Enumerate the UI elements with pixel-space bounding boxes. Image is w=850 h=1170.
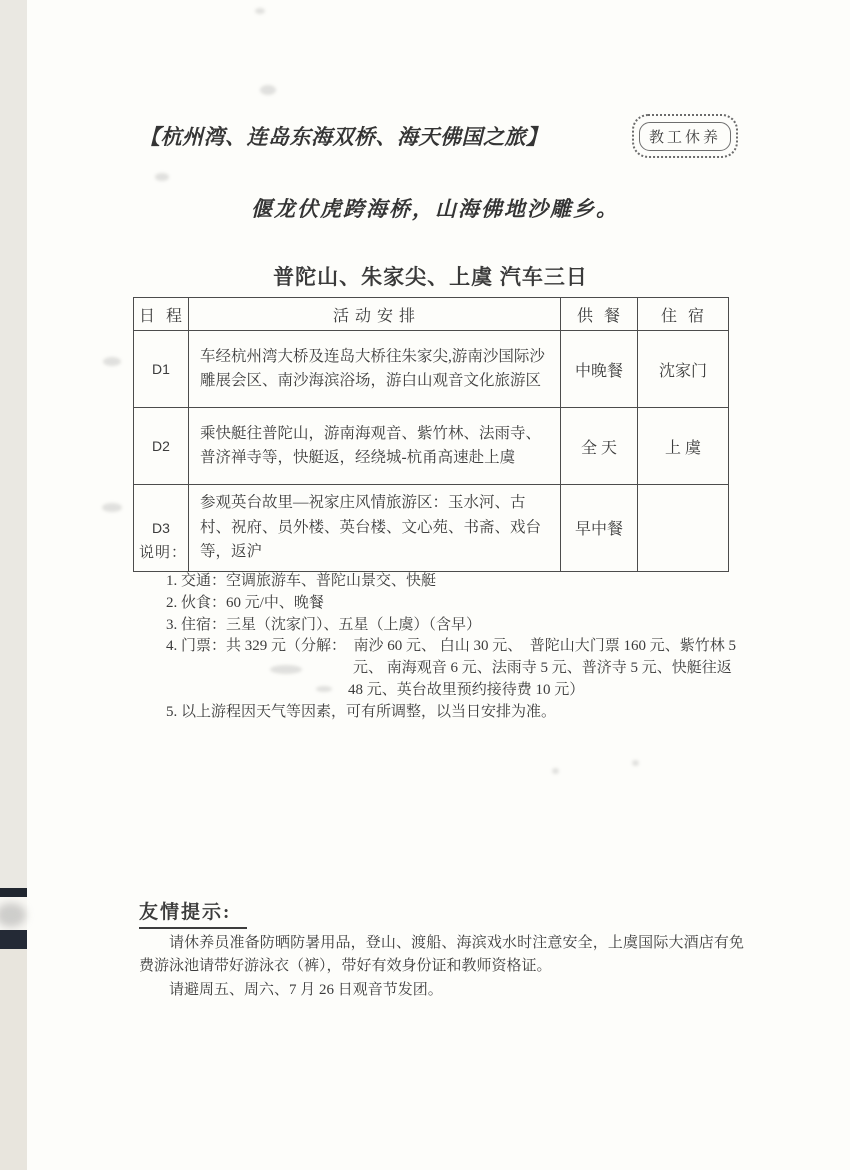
scan-speck xyxy=(255,8,265,14)
activities-cell: 参观英台故里—祝家庄风情旅游区：玉水河、古村、祝府、员外楼、英台楼、文心苑、书斋、戏台等，返沪 xyxy=(189,485,561,572)
tips-paragraph-schedule: 请避周五、周六、7 月 26 日观音节发团。 xyxy=(169,982,443,998)
column-header-lodging: 住 宿 xyxy=(638,298,729,331)
note-item-transport: 1. 交通：空调旅游车、普陀山景交、快艇 xyxy=(166,573,437,589)
tips-heading xyxy=(139,897,247,929)
note-item-tickets-cont: 48 元、英台故里预约接待费 10 元） xyxy=(348,681,585,698)
scan-speck xyxy=(260,85,276,95)
lodging-cell xyxy=(638,485,729,572)
scan-speck xyxy=(632,760,639,766)
scan-speck xyxy=(102,503,122,512)
note-item-meals: 2. 伙食：60 元/中、晚餐 xyxy=(166,594,324,611)
notes-heading: 说明： xyxy=(139,545,188,561)
badge-label: 教工休养 xyxy=(639,122,731,151)
table-header-row xyxy=(134,298,729,331)
note-item-lodging: 3. 住宿：三星（沈家门）、五星（上虞）（含早） xyxy=(166,616,482,633)
activities-cell: 车经杭州湾大桥及连岛大桥往朱家尖,游南沙国际沙雕展会区、南沙海滨浴场，游白山观音文化旅游区 xyxy=(189,331,561,408)
note-item-weather: 5. 以上游程因天气等因素，可有所调整，以当日安排为准。 xyxy=(166,703,557,720)
note-item-tickets: 4. 门票：共 329 元（分解： 南沙 60 元、 白山 30 元、 普陀山大门票 160 元、紫竹林 5 xyxy=(166,638,737,655)
tour-title: 普陀山、朱家尖、上虞 汽车三日 xyxy=(273,266,588,289)
column-header-day: 日 程 xyxy=(134,298,189,331)
document-title: 【杭州湾、连岛东海双桥、海天佛国之旅】 xyxy=(139,125,548,149)
meals-cell: 中晚餐 xyxy=(561,331,638,408)
table-row-d1 xyxy=(134,331,729,408)
meals-cell: 全 天 xyxy=(561,408,638,485)
tips-body xyxy=(139,932,744,1002)
binder-mark-bottom xyxy=(0,930,27,949)
table-row-d3 xyxy=(134,485,729,572)
lodging-cell: 上 虞 xyxy=(638,408,729,485)
activities-cell: 乘快艇往普陀山，游南海观音、紫竹林、法雨寺、普济禅寺等，快艇返，经绕城-杭甬高速赴上虞 xyxy=(189,408,561,485)
day-cell: D2 xyxy=(134,408,189,485)
edge-strip-bottom xyxy=(0,949,27,1170)
itinerary-table xyxy=(133,297,729,572)
binder-mark-top xyxy=(0,888,27,897)
scan-speck xyxy=(552,768,559,774)
scan-speck xyxy=(155,173,169,181)
tips-paragraph-safety: 请休养员准备防晒防暑用品，登山、渡船、海滨戏水时注意安全，上虞国际大酒店有免费游泳池请带好游泳衣（裤），带好有效身份证和教师资格证。 xyxy=(139,935,744,974)
subtitle-verse: 偃龙伏虎跨海桥，山海佛地沙雕乡。 xyxy=(251,197,619,221)
column-header-activities: 活 动 安 排 xyxy=(189,298,561,331)
day-cell: D3 xyxy=(134,485,189,572)
scan-speck xyxy=(103,357,121,366)
lodging-cell: 沈家门 xyxy=(638,331,729,408)
tips-heading-text: 友情提示: xyxy=(139,897,247,929)
table-row-d2 xyxy=(134,408,729,485)
notes-list xyxy=(166,571,736,724)
note-item-tickets-cont: 元、 南海观音 6 元、法雨寺 5 元、普济寺 5 元、快艇往返 xyxy=(353,660,732,677)
column-header-meals: 供 餐 xyxy=(561,298,638,331)
meals-cell: 早中餐 xyxy=(561,485,638,572)
day-cell: D1 xyxy=(134,331,189,408)
staff-retreat-badge xyxy=(632,114,738,158)
